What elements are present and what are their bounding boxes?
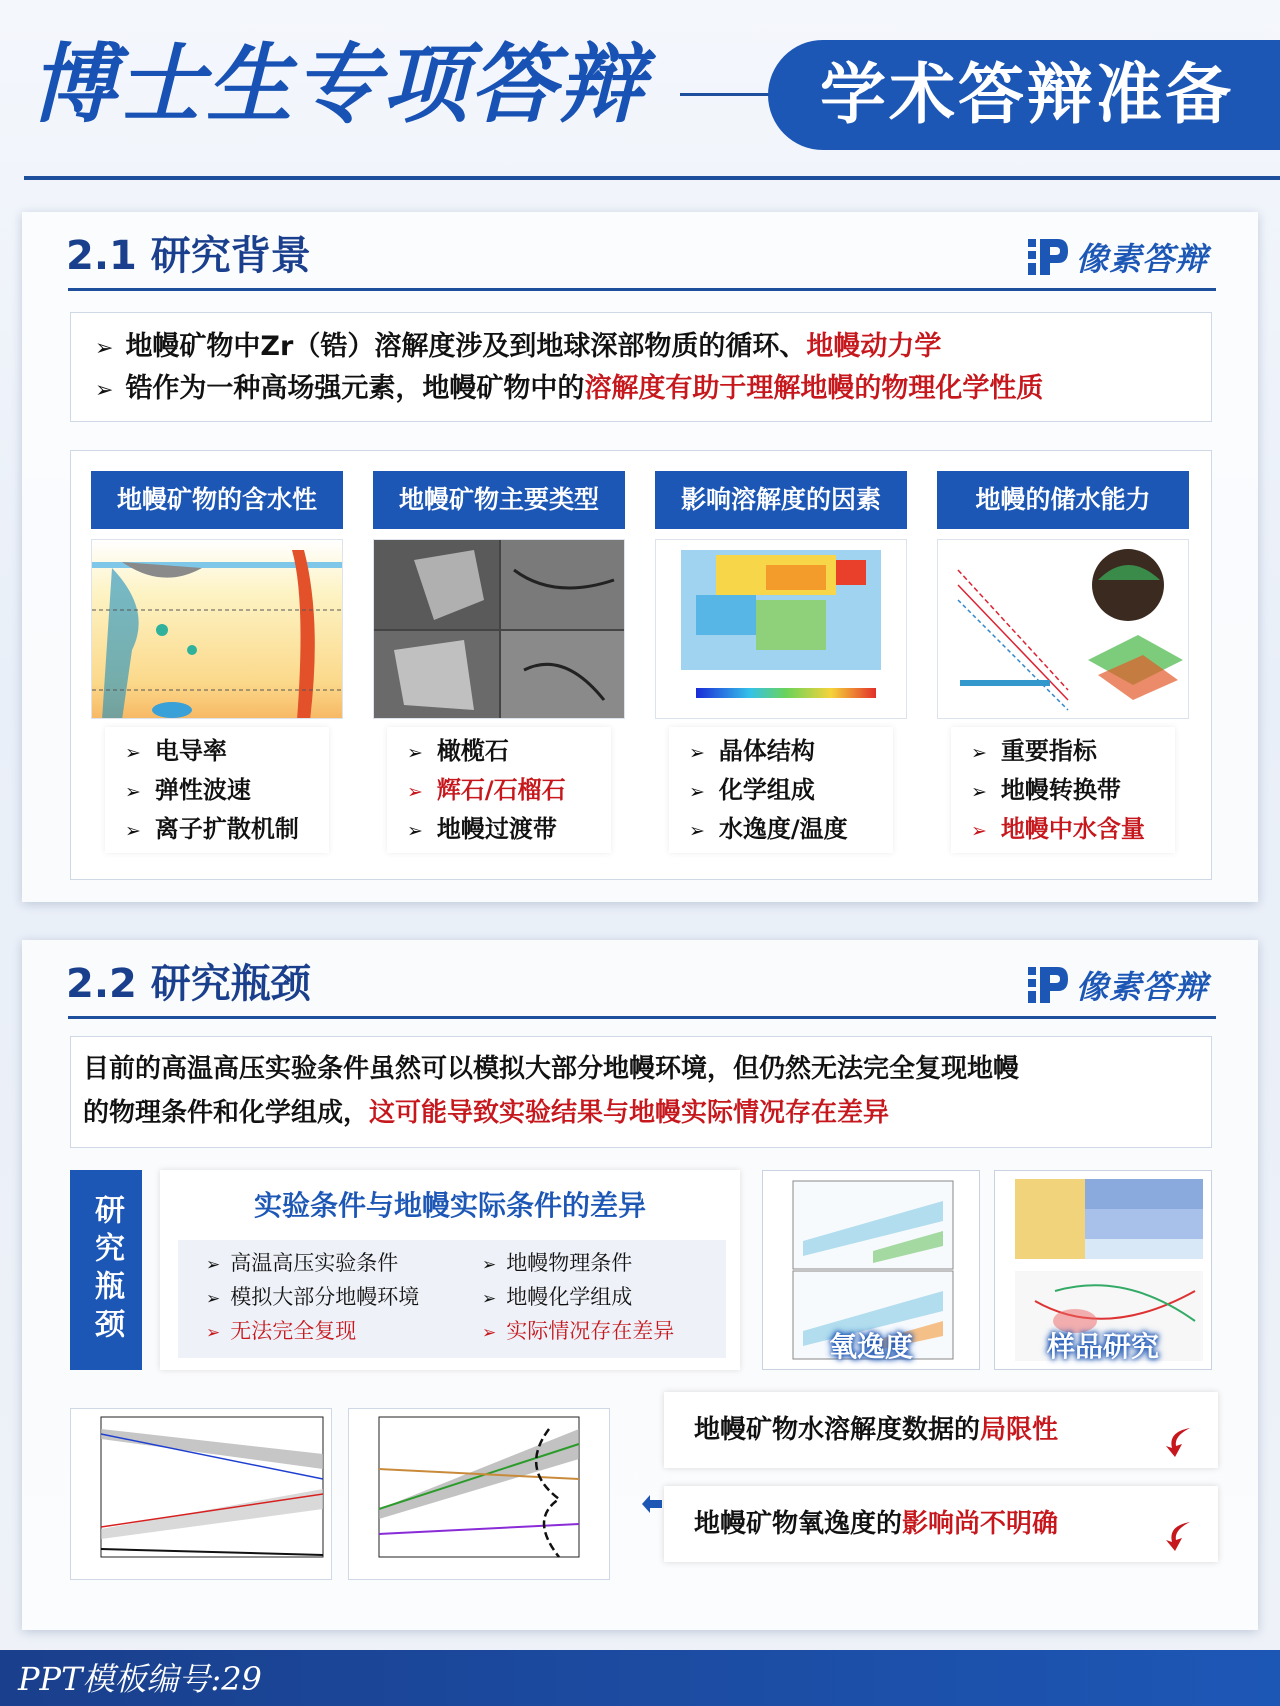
bullet-line: ➢ 地幔矿物中Zr（锆）溶解度涉及到地球深部物质的循环、地幔动力学 <box>95 331 942 362</box>
topics-box <box>70 450 1212 880</box>
list-item: ➢ 弹性波速 <box>125 776 251 804</box>
bullet-line: ➢ 锆作为一种高场强元素，地幔矿物中的溶解度有助于理解地幔的物理化学性质 <box>95 373 1044 404</box>
plot-panel-b <box>348 1408 610 1580</box>
section-title: 2.2 研究瓶颈 <box>66 961 311 1007</box>
section-title: 2.1 研究背景 <box>66 233 311 279</box>
difference-box <box>160 1170 740 1370</box>
page-header <box>0 0 1280 180</box>
list-item: ➢ 水逸度/温度 <box>689 815 848 843</box>
column-list <box>387 727 611 853</box>
title-divider <box>680 93 772 96</box>
mineral-micrograph <box>373 539 625 719</box>
plot-panel-a <box>70 1408 332 1580</box>
logo-icon <box>1026 235 1070 279</box>
list-item: ➢ 模拟大部分地幔环境 <box>206 1285 420 1309</box>
list-item: ➢ 地幔中水含量 <box>971 815 1145 843</box>
difference-title: 实验条件与地幔实际条件的差异 <box>253 1189 646 1222</box>
mantle-water-diagram <box>91 539 343 719</box>
section-research-bottleneck <box>22 940 1258 1630</box>
list-item: ➢ 离子扩散机制 <box>125 815 299 843</box>
oxygen-fugacity-figure <box>762 1170 980 1370</box>
section-rule <box>68 1016 1216 1019</box>
list-item: ➢ 辉石/石榴石 <box>407 776 566 804</box>
list-item: ➢ 地幔化学组成 <box>482 1285 633 1309</box>
limitation-item: 地幔矿物水溶解度数据的局限性 <box>664 1392 1218 1468</box>
column-header: 地幔矿物的含水性 <box>91 471 343 529</box>
difference-list <box>178 1240 726 1358</box>
down-arrow-icon <box>1162 1506 1196 1540</box>
bottleneck-label: 研究瓶颈 <box>70 1170 142 1370</box>
section-research-background <box>22 212 1258 902</box>
column-header: 地幔矿物主要类型 <box>373 471 625 529</box>
page-footer <box>0 1650 1280 1706</box>
figure-caption: 样品研究 <box>1046 1330 1159 1363</box>
page-title: 博士生专项答辩 <box>30 35 646 135</box>
logo-icon <box>1026 963 1070 1007</box>
arrow-icon: ➢ <box>95 378 114 403</box>
header-rule <box>24 176 1280 180</box>
limitation-item: 地幔矿物氧逸度的影响尚不明确 <box>664 1486 1218 1562</box>
list-item: ➢ 无法完全复现 <box>206 1319 357 1343</box>
list-item: ➢ 化学组成 <box>689 776 815 804</box>
sample-study-figure <box>994 1170 1212 1370</box>
water-storage-figure <box>937 539 1189 719</box>
intro-bullets-box <box>70 312 1212 422</box>
column-list <box>951 727 1175 853</box>
template-id: PPT模板编号:29 <box>18 1660 262 1698</box>
list-item: ➢ 地幔转换带 <box>971 776 1121 804</box>
list-item: ➢ 高温高压实验条件 <box>206 1251 399 1275</box>
arrow-icon: ➢ <box>95 336 114 361</box>
section-rule <box>68 288 1216 291</box>
page-subtitle: 学术答辩准备 <box>768 40 1280 150</box>
list-item: ➢ 晶体结构 <box>689 737 815 765</box>
logo-text: 像素答辩 <box>1076 240 1209 278</box>
column-list <box>105 727 329 853</box>
intro-line: 目前的高温高压实验条件虽然可以模拟大部分地幔环境，但仍然无法完全复现地幔 <box>83 1054 1020 1084</box>
list-item: ➢ 地幔过渡带 <box>407 815 557 843</box>
column-header: 影响溶解度的因素 <box>655 471 907 529</box>
left-arrow-icon <box>640 1492 664 1516</box>
list-item: ➢ 重要指标 <box>971 737 1097 765</box>
brand-logo: 像素答辩 <box>1026 962 1208 1008</box>
column-list <box>669 727 893 853</box>
down-arrow-icon <box>1162 1412 1196 1446</box>
intro-line: 的物理条件和化学组成，这可能导致实验结果与地幔实际情况存在差异 <box>83 1098 890 1128</box>
brand-logo <box>1026 234 1208 280</box>
intro-paragraph <box>70 1036 1212 1148</box>
column-header: 地幔的储水能力 <box>937 471 1189 529</box>
solubility-map <box>655 539 907 719</box>
list-item: ➢ 电导率 <box>125 737 227 765</box>
list-item: ➢ 实际情况存在差异 <box>482 1319 675 1343</box>
figure-caption: 氧逸度 <box>828 1330 913 1363</box>
list-item: ➢ 橄榄石 <box>407 737 509 765</box>
list-item: ➢ 地幔物理条件 <box>482 1251 633 1275</box>
